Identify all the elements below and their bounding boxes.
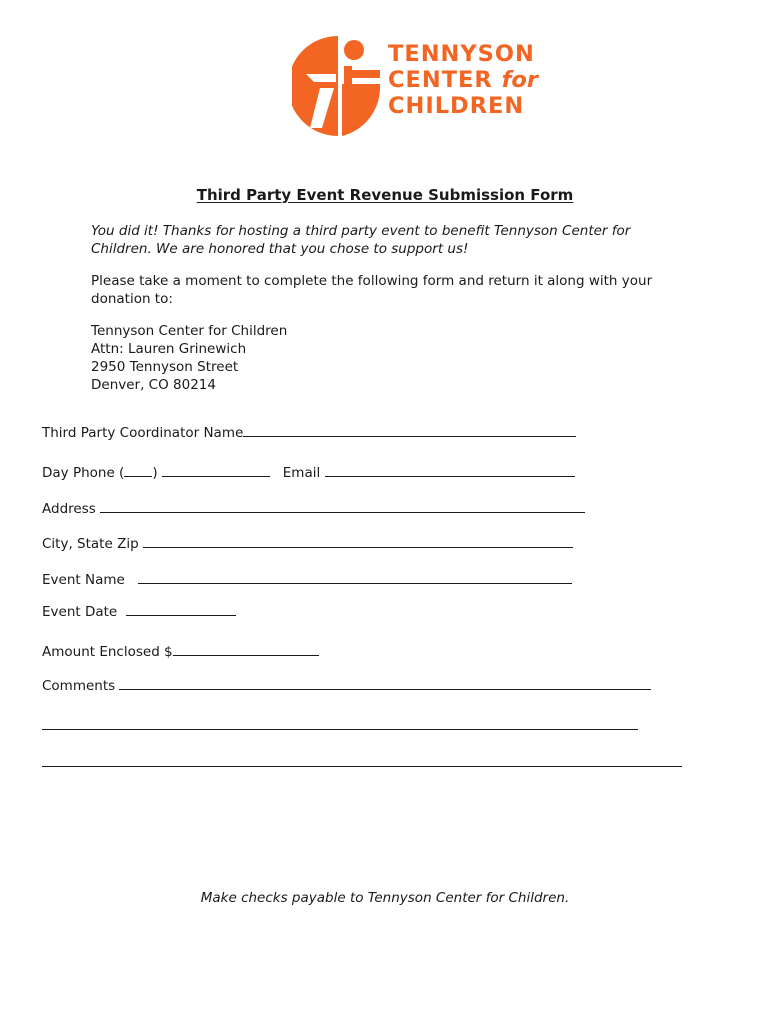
email-label: Email — [282, 465, 321, 481]
coordinator-row — [42, 424, 576, 442]
comments-line-3[interactable] — [42, 766, 682, 767]
phone-email-row — [42, 464, 575, 482]
logo-line-1: TENNYSON — [388, 41, 535, 67]
day-phone-close: ) — [152, 465, 158, 481]
amount-field[interactable] — [173, 643, 319, 656]
event-date-label: Event Date — [42, 604, 118, 620]
logo-line-3: CHILDREN — [388, 93, 525, 119]
instructions-text: Please take a moment to complete the following form and return it along with your donation to: — [91, 273, 653, 307]
city-state-zip-row — [42, 535, 573, 553]
comments-line-2[interactable] — [42, 729, 638, 730]
event-name-field[interactable] — [138, 571, 572, 584]
tennyson-logo — [292, 36, 562, 136]
comments-row — [42, 677, 651, 695]
logo-line-2-main: CENTER — [388, 67, 493, 93]
logo-line-2-for: for — [501, 67, 538, 93]
coordinator-label: Third Party Coordinator Name — [42, 425, 244, 441]
coordinator-name-field[interactable] — [243, 424, 576, 437]
logo-wordmark — [388, 41, 538, 119]
day-phone-field[interactable] — [162, 464, 270, 477]
comments-field[interactable] — [119, 677, 651, 690]
event-date-row — [42, 603, 236, 621]
address-line: Attn: Lauren Grinewich — [91, 341, 247, 357]
tennyson-figure-icon — [292, 36, 382, 136]
address-row — [42, 500, 585, 518]
email-field[interactable] — [325, 464, 575, 477]
address-field[interactable] — [100, 500, 585, 513]
event-name-label: Event Name — [42, 572, 125, 588]
amount-row — [42, 643, 319, 661]
address-line: Denver, CO 80214 — [91, 377, 216, 393]
address-line: Tennyson Center for Children — [91, 323, 288, 339]
event-name-row — [42, 571, 572, 589]
area-code-field[interactable] — [124, 464, 152, 477]
amount-label: Amount Enclosed $ — [42, 644, 173, 660]
address-label: Address — [42, 501, 96, 517]
city-state-zip-field[interactable] — [143, 535, 573, 548]
comments-label: Comments — [42, 678, 116, 694]
event-date-field[interactable] — [126, 603, 236, 616]
form-title: Third Party Event Revenue Submission Form — [196, 186, 574, 204]
city-state-zip-label: City, State Zip — [42, 536, 139, 552]
logo-line-2 — [388, 67, 538, 93]
footer-note: Make checks payable to Tennyson Center for Children. — [200, 890, 570, 906]
day-phone-label: Day Phone ( — [42, 465, 125, 481]
address-line: 2950 Tennyson Street — [91, 359, 239, 375]
mailing-address — [91, 322, 681, 394]
intro-text: You did it! Thanks for hosting a third party event to benefit Tennyson Center for Children. We are honored that you chose to support us! — [91, 223, 631, 257]
